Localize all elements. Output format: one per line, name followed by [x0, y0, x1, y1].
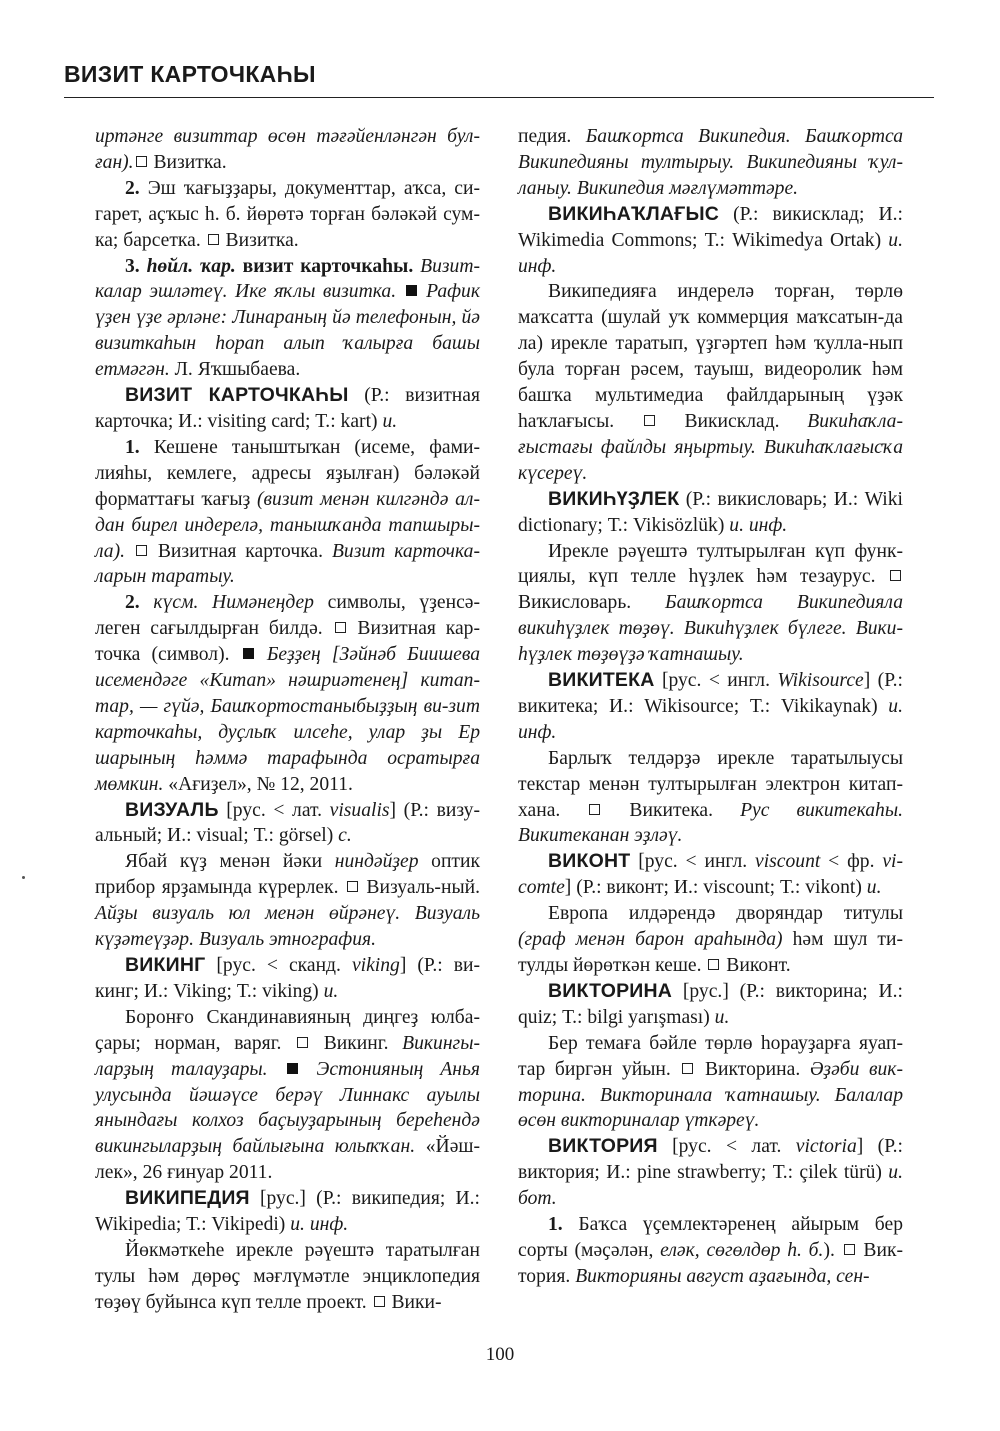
entry-text: [рус. < лат.	[657, 1136, 796, 1158]
entry-paragraph	[518, 746, 903, 850]
entry-headword-paragraph	[518, 1134, 903, 1212]
entry-text: Рус викитекаһы. Викитеканан эҙләү.	[518, 799, 904, 847]
running-header	[64, 58, 934, 90]
entry-text: vi-comte	[518, 851, 904, 899]
entry-text: Викторина.	[695, 1058, 810, 1080]
entry-text: күсм. Нимәнеңдер	[153, 592, 314, 614]
entry-headword-paragraph	[518, 202, 903, 280]
entry-text: Европа илдәрендә дворяндар титулы	[548, 903, 903, 925]
entry-headword-paragraph	[518, 849, 903, 901]
white-square-icon	[136, 156, 147, 167]
entry-text: Боронғо Скандинавияның диңгеҙ юлба-ҫары; норман, варяг.	[95, 1006, 480, 1054]
black-square-icon	[243, 648, 254, 659]
white-square-icon	[589, 804, 600, 815]
entry-headword: ВИКТОРИНА	[548, 979, 673, 1002]
entry-text: Беҙҙең [Зәйнәб Биишева исемендәге «Китап» нәшриәтенең] китап-тар, — гүйә, Башҡортостаныбыҙҙың ви-зит карточкаһы, дуҫлыҡ илсеһе, улар ҙы Ер шарының һәммә тарафында осратырға мөмкин.	[95, 644, 480, 795]
entry-text: иртәнге визиттар өсөн тәғәйенләнгән бул-ған).	[95, 126, 480, 173]
white-square-icon	[708, 959, 719, 970]
entry-headword-paragraph	[518, 668, 903, 746]
entry-paragraph	[95, 1238, 480, 1316]
entry-headword-paragraph	[95, 1186, 480, 1238]
white-square-icon	[335, 622, 346, 633]
entry-text: ).	[823, 1239, 842, 1261]
entry-text: ] (Р.: викитека; И.: Wikisource; Т.: Vikikaynak)	[518, 670, 903, 717]
entry-text: ] (Р.: виконт; И.: viscount; Т.: vikont)	[564, 877, 867, 899]
entry-text: ниндәйҙер	[334, 851, 419, 873]
entry-text: viking	[351, 955, 400, 976]
entry-headword: ВИКИҺАҠЛАҒЫС	[548, 202, 720, 225]
left-column	[95, 124, 480, 1316]
entry-text: Википедияға индерелә торған, төрлө маҡсатта (шулай уҡ коммерция маҡсатын-да ла) ирекле таратып, үҙгәртеп һәм ҡулла-нып була торған рәсем, тауыш, видеоролик һәм башҡа мультимедиа файлдарының үҙәк һаҡлағысы.	[518, 281, 903, 432]
white-square-icon	[208, 234, 219, 245]
entry-text: Йөкмәткеһе ирекле рәүештә таратылған тулы һәм дөрөҫ мәғлүмәтле энциклопедия төҙөү буйынса күп телле проект.	[95, 1239, 480, 1313]
entry-text: еләк, сөгөлдөр һ. б.	[660, 1239, 824, 1261]
entry-text: Баҡса үҫемлектәренең айырым бер сорты (мәҫәлән,	[518, 1214, 903, 1261]
entry-text: ] (Р.: визу-альный; И.: visual; Т.: görsel)	[95, 799, 480, 847]
entry-text: Рафик үҙен үҙе әрләне: Линараның йә телефонын, йә визиткаһын һорап алып ҡалырға башы етмәгән.	[95, 281, 480, 381]
entry-text: и.	[323, 980, 339, 1002]
entry-text: Викторияны август аҙағында, сен-	[575, 1265, 870, 1287]
entry-text: Викисклад.	[656, 410, 808, 432]
entry-paragraph	[95, 124, 480, 176]
entry-text: (визит менән килгәндә ал-дан бирел индерелә, танышҡанда тапшыры-ла).	[95, 488, 480, 562]
entry-text: Wikisource	[777, 670, 864, 692]
entry-text: Викитека.	[602, 799, 741, 821]
entry-headword: ВИЗУАЛЬ	[125, 798, 219, 821]
entry-paragraph	[518, 124, 903, 202]
entry-text: [рус.] (Р.: википедия; И.: Wikipedia; Т.: Vikipedi)	[95, 1188, 480, 1236]
entry-paragraph	[518, 279, 903, 486]
entry-text: и. бот.	[518, 1162, 903, 1210]
white-square-icon	[374, 1296, 385, 1307]
entry-text: оптик прибор ярҙамында күрерлек.	[95, 851, 480, 899]
entry-text: victoria	[795, 1136, 857, 1158]
entry-text: visualis	[329, 799, 390, 821]
entry-text: Визуаль-ный.	[359, 877, 480, 899]
black-square-icon	[287, 1063, 298, 1074]
entry-headword: ВИКОНТ	[548, 850, 631, 873]
entry-text: ] (Р.: виктория; И.: pine strawberry; Т.: çilek türü)	[518, 1136, 903, 1184]
entry-paragraph	[95, 254, 480, 384]
white-square-icon	[347, 881, 358, 892]
entry-text: 3.	[125, 255, 147, 277]
entry-text: Л. Яҡшыбаева.	[169, 359, 301, 381]
entry-headword-paragraph	[518, 487, 903, 539]
entry-paragraph	[518, 1031, 903, 1135]
margin-mark	[22, 876, 25, 879]
header-rule	[64, 97, 934, 98]
entry-text: Викинг.	[310, 1032, 403, 1054]
entry-paragraph	[95, 590, 480, 797]
entry-text: «Ағиҙел», № 12, 2011.	[163, 773, 353, 795]
white-square-icon	[682, 1063, 693, 1074]
entry-text: и. инф.	[290, 1214, 349, 1236]
entry-text: [рус.] (Р.: викторина; И.: quiz; Т.: bilgi yarışması)	[518, 980, 903, 1028]
entry-paragraph	[95, 849, 480, 953]
entry-headword: ВИКИҺҮҘЛЕК	[548, 487, 680, 510]
entry-text: < фр.	[820, 851, 883, 873]
entry-headword: ВИКИНГ	[125, 954, 206, 976]
entry-headword-paragraph	[95, 383, 480, 435]
entry-text: символы, үҙенсә-леген сағылдырған билдә.	[95, 592, 480, 640]
entry-text: Визитка.	[148, 151, 227, 173]
entry-headword-paragraph	[95, 953, 480, 1005]
entry-text: Кешене таныштыҡан (исеме, фами-лияһы, кемлеге, адресы яҙылған) бәләкәй форматтағы ҡағыҙ	[95, 436, 480, 510]
entry-text: «Йәш-лек», 26 ғинуар 2011.	[95, 1136, 481, 1184]
entry-text: (Р.: викисклад; И.: Wikimedia Commons; Т.: Wikimedya Ortak)	[518, 203, 903, 251]
white-square-icon	[136, 545, 147, 556]
entry-text: и.	[382, 410, 398, 432]
white-square-icon	[890, 570, 901, 581]
entry-text: ] (Р.: ви-кинг; И.: Viking; Т.: viking)	[95, 955, 480, 1002]
entry-paragraph	[518, 1212, 903, 1290]
header-title: ВИЗИТ КАРТОЧКАҺЫ	[64, 61, 316, 87]
entry-text	[125, 541, 134, 562]
white-square-icon	[644, 415, 655, 426]
entry-text: [рус. < лат.	[218, 799, 330, 821]
entry-text: [рус. < ингл.	[630, 851, 756, 873]
entry-text: [рус. < сканд.	[205, 955, 352, 976]
entry-text: viscount	[755, 851, 821, 873]
right-column	[518, 124, 903, 1290]
entry-text: Эстонияның Анья улусында йәшәүсе берәү Линнакс ауылы янындағы колхоз баҫыуҙарының береһендә викингыларҙың байлығына юлыҡҡан.	[95, 1058, 480, 1158]
entry-text: Виконт.	[721, 955, 791, 976]
entry-text: Визит карточка-ларын таратыу.	[95, 540, 481, 588]
entry-text: педия.	[518, 126, 586, 147]
entry-text: Ирекле рәүештә тултырылған күп функ-циялы, күп телле һүҙлек һәм тезаурус.	[518, 540, 903, 588]
entry-text: и.	[866, 877, 882, 899]
entry-text: Визитная карточка.	[148, 540, 332, 562]
entry-text: 1.	[548, 1214, 563, 1236]
entry-paragraph	[95, 1005, 480, 1186]
entry-headword: ВИЗИТ КАРТОЧКАҺЫ	[125, 384, 349, 407]
entry-text: 1.	[125, 436, 140, 458]
entry-text: визит карточкаһы.	[235, 255, 414, 277]
entry-text: Визитная кар-точка (символ).	[95, 618, 480, 666]
entry-text: Ябай күҙ менән йәки	[125, 851, 335, 873]
entry-text: Визит-калар эшләтеү. Ике яҡлы визитка.	[95, 255, 481, 303]
entry-headword: ВИКИПЕДИЯ	[125, 1187, 250, 1210]
entry-text: Башҡортса Википедияла викиһүҙлек төҙөү. Викиһүҙлек бүлеге. Вики-һүҙлек төҙөүҙә ҡатнашыу.	[518, 592, 903, 666]
entry-paragraph	[95, 176, 480, 254]
entry-text: 2.	[125, 177, 140, 199]
entry-text: Викингы-ларҙың талауҙары.	[95, 1032, 480, 1080]
entry-text: Викиһаҡла-ғыстағы файлды яңыртыу. Викиһаҡлағысҡа күсереү.	[518, 410, 903, 484]
entry-text: Эш ҡағыҙҙары, документтар, аҡса, си-гарет, аҫҡыс һ. б. йөрөтә торған бәләкәй сум-ка; барсетка.	[95, 177, 480, 251]
entry-headword: ВИКТОРИЯ	[548, 1135, 658, 1158]
page-number: 100	[485, 1344, 515, 1365]
entry-text: Бер темаға бәйле төрлө һорауҙарға яуап-тар биргән уйын.	[518, 1032, 903, 1080]
entry-text: Айҙы визуаль юл менән өйрәнеү. Визуаль күҙәтеүҙәр. Визуаль этнография.	[95, 903, 480, 951]
entry-headword-paragraph	[518, 979, 903, 1031]
entry-text: (Р.: викисловарь; И.: Wiki dictionary; Т.: Vikisözlük)	[518, 488, 903, 536]
entry-text: и. инф.	[729, 514, 788, 536]
entry-headword: ВИКИТЕКА	[548, 669, 655, 692]
black-square-icon	[406, 285, 417, 296]
entry-text: [рус. < ингл.	[654, 670, 778, 692]
entry-text: Вик-тория.	[518, 1239, 904, 1287]
entry-text: и.	[714, 1006, 730, 1028]
white-square-icon	[844, 1244, 855, 1255]
entry-text: һөйл. ҡар.	[146, 255, 236, 277]
entry-text: Башҡортса Википедия. Башҡортса Википедияны тултырыу. Википедияны ҡул-ланыу. Википедия мәғлүмәттәре.	[518, 126, 903, 199]
entry-text: Барлыҡ телдәрҙә ирекле таратылыусы текстар менән тултырылған электрон китап-хана.	[518, 747, 903, 821]
entry-text: (граф менән барон араһында)	[518, 929, 783, 951]
entry-text: 2.	[125, 592, 154, 614]
entry-paragraph	[518, 539, 903, 669]
entry-text: и. инф.	[518, 229, 903, 277]
entry-headword-paragraph	[95, 798, 480, 850]
entry-text: Әҙәби вик-торина. Викторинала ҡатнашыу. Балалар өсөн викториналар үткәреү.	[518, 1058, 903, 1132]
white-square-icon	[297, 1037, 308, 1048]
entry-text: Викисловарь.	[518, 592, 666, 614]
entry-paragraph	[95, 435, 480, 590]
entry-text: һәм шул ти-тулды йөрөткән кеше.	[518, 929, 903, 976]
entry-text: с.	[338, 825, 352, 847]
entry-text: Визитка.	[220, 229, 299, 251]
entry-text: и. инф.	[518, 695, 903, 743]
entry-text: (Р.: визитная карточка; И.: visiting card; Т.: kart)	[95, 385, 480, 432]
entry-text: Вики-	[386, 1291, 442, 1313]
entry-paragraph	[518, 901, 903, 979]
